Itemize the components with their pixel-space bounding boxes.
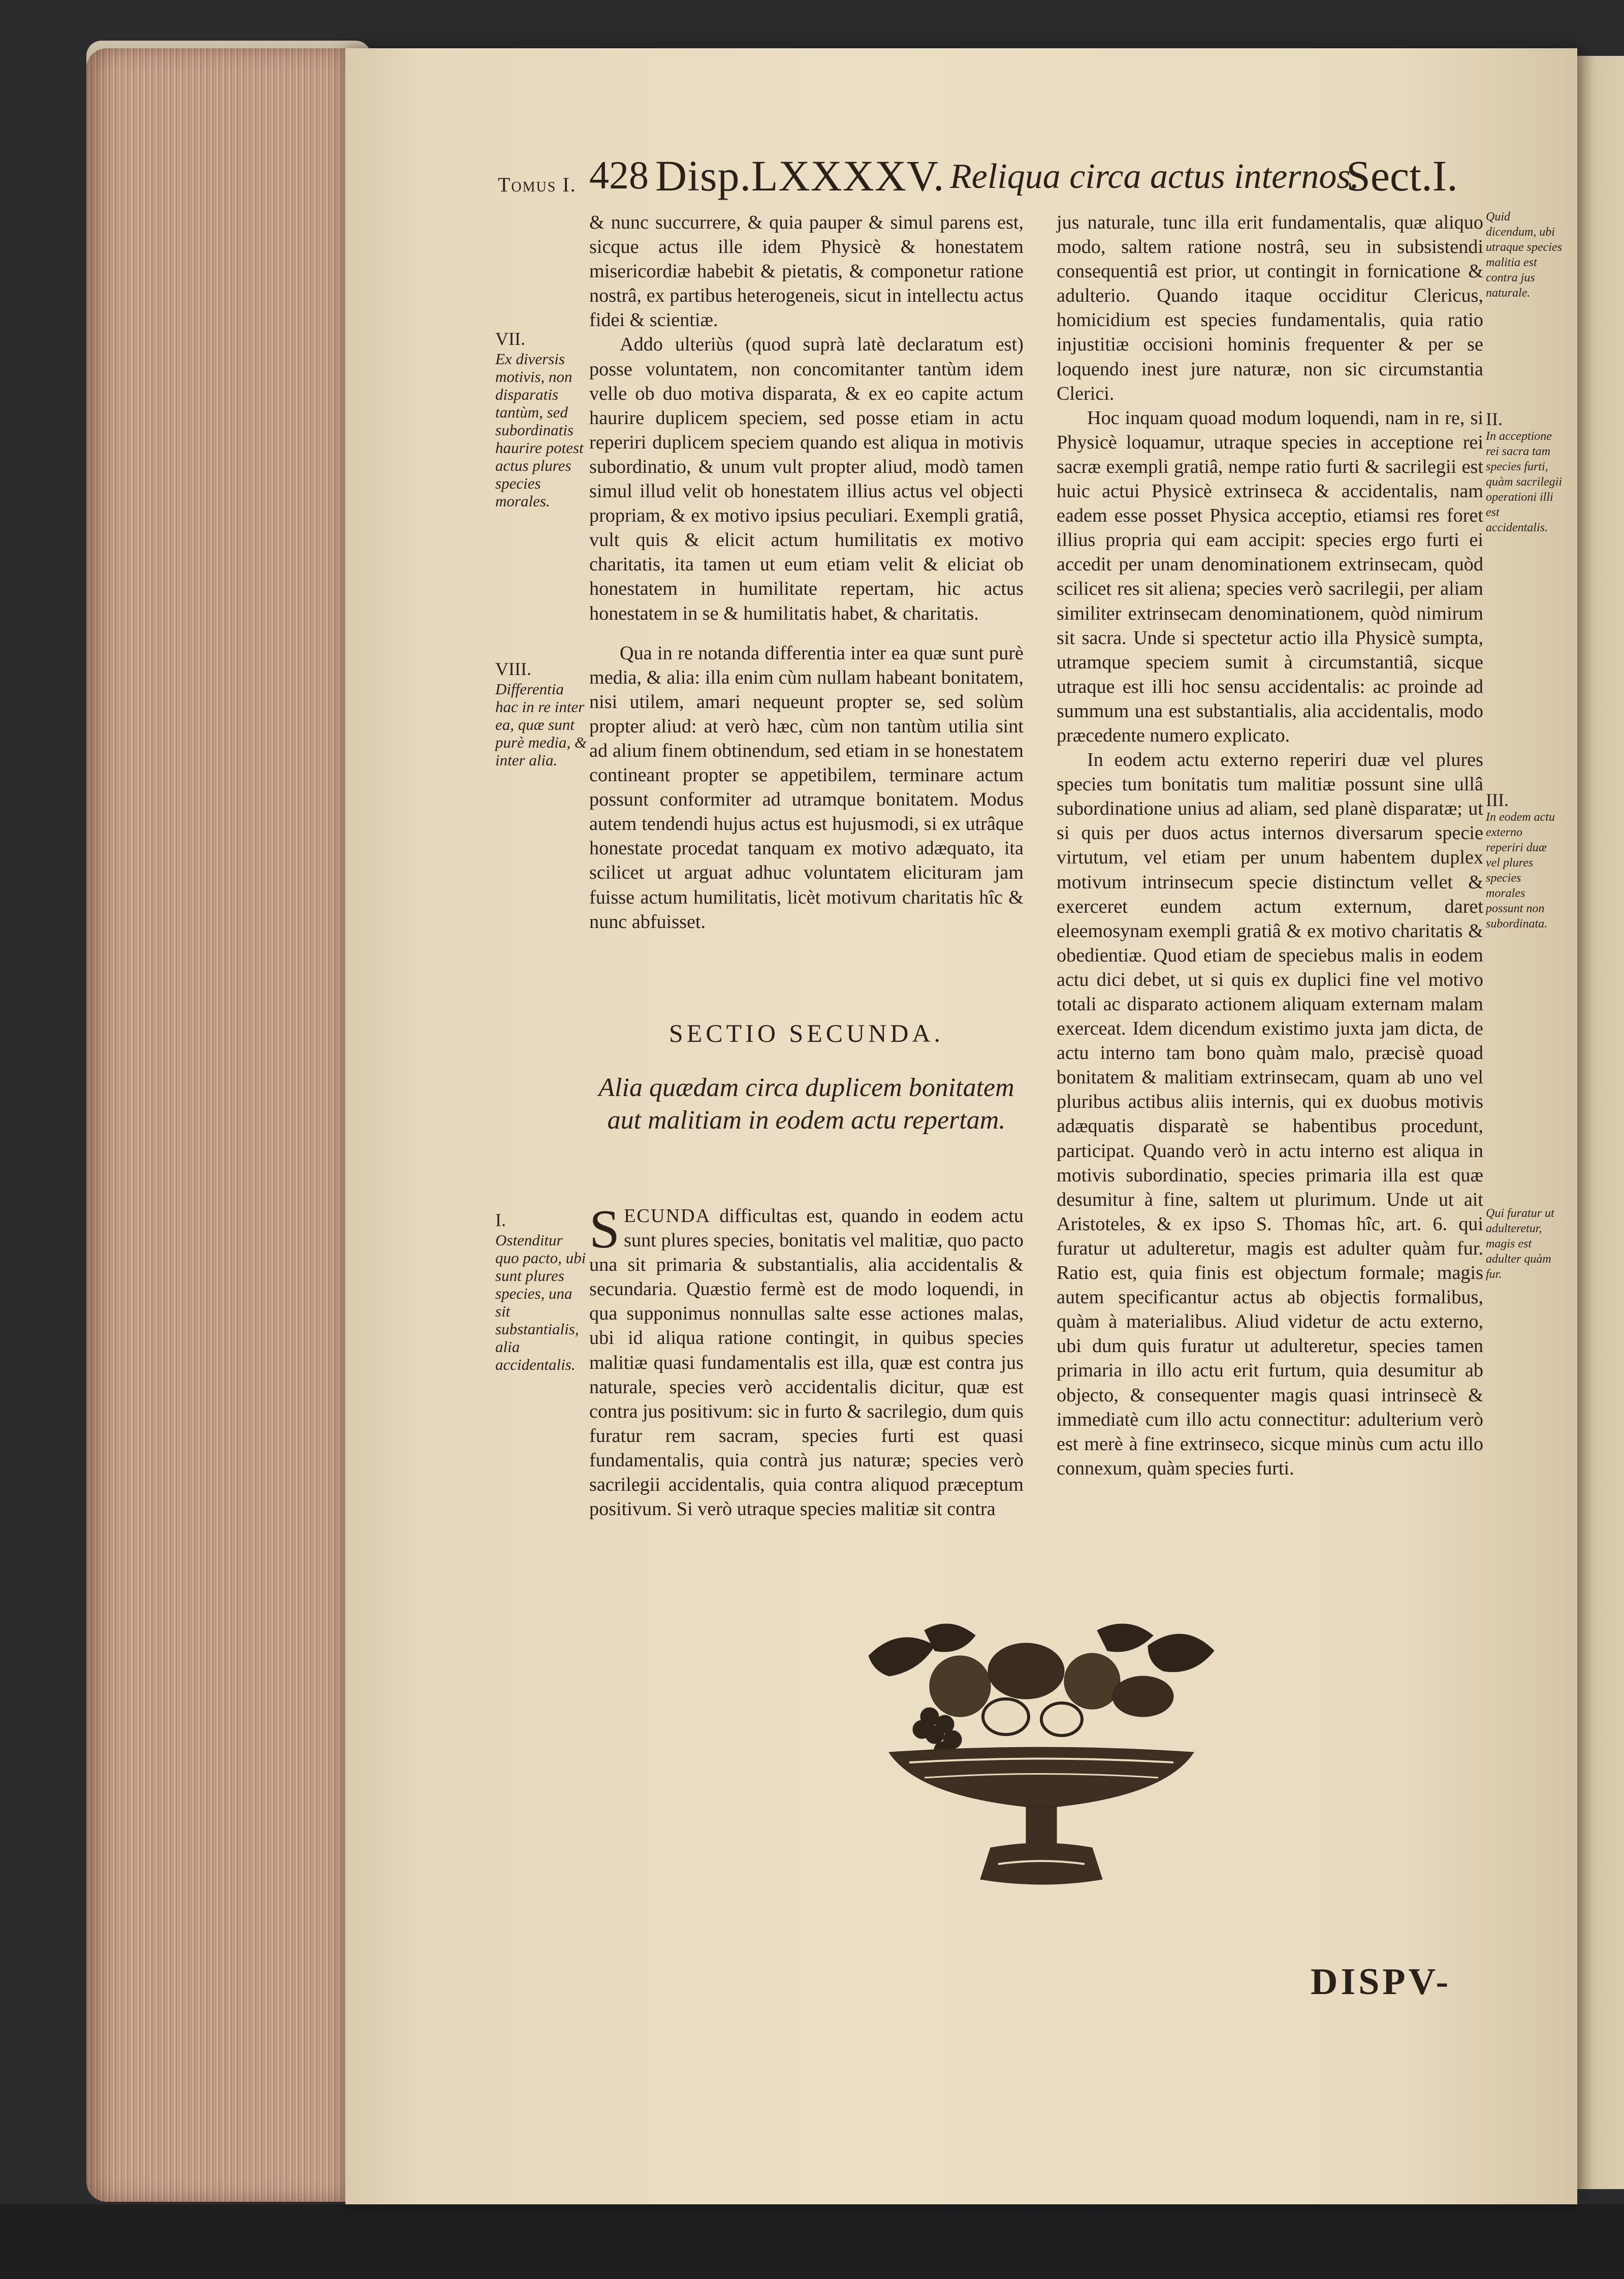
margin-note-number: II. bbox=[1486, 409, 1503, 429]
margin-note-text: In acceptione rei sacra tam species furti, quàm sacrilegii operationi illi est accidentalis. bbox=[1486, 430, 1562, 534]
margin-note-text: In eodem actu externo reperiri duæ vel plures species morales possunt non subordinata. bbox=[1486, 811, 1555, 930]
left-column-bottom bbox=[589, 1199, 1024, 1521]
margin-note bbox=[1486, 1204, 1562, 1282]
margin-note bbox=[495, 330, 587, 510]
scan-background bbox=[0, 2204, 1624, 2279]
margin-note-text: Ostenditur quo pacto, ubi sunt plures species, una sit substantialis, alia accidentalis. bbox=[495, 1231, 586, 1373]
paragraph: In eodem actu externo reperiri duæ vel plures species tum bonitatis tum malitiæ possunt sine ullâ subordinatione unius ad aliam, sed planè disparatæ; ut si quis per duos actus internos diversarum specie virtutum, vel etiam per unum habentem duplex motivum intrinsecum specie distinctum vellet & exerceret eundem actum externum, daret eleemosynam exempli gratiâ & ex motivo charitatis & obedientiæ. Quod etiam de speciebus malis in eodem actu dici debet, ut si quis ex duplici fine vel motivo totali ac disparato actionem aliquam externam malam exerceat. Idem dicendum existimo juxta jam dicta, de actu interno tam bono quàm malo, præcisè quoad bonitatem & malitiam extrinsecam, quam ab uno vel pluribus actibus aliis internis, qui ex duobus motivis adæquatis disparatè se habentibus procedunt, participat. Quando verò in actu interno est aliqua in motivis subordinatio, species primaria illa est quæ desumitur à fine, saltem ut plurimum. Unde ut ait Aristoteles, & ex ipso S. Thomas hîc, art. 6. qui furatur ut adulteretur, magis est adulter quàm fur. Ratio est, quia finis est objectum formale; magis autem specificantur actus ab objectis formalibus, quàm à materialibus. Aliud videtur de actu externo, ubi dum quis furatur ut adulteretur, species tamen primaria in illo actu erit furtum, quia desumitur ab objecto, & consequenter magis quasi intrinsecè & immediatè cum illo actu connectitur: adulterium verò est merè à fine extrinseco, sicque minùs cum actu illo connexum, quàm species furti. bbox=[1057, 749, 1483, 1479]
margin-note-number: I. bbox=[495, 1210, 506, 1230]
catchword: DISPV- bbox=[1311, 1961, 1452, 2003]
running-title: Reliqua circa actus internos. bbox=[950, 157, 1360, 196]
section-label: Sect.I. bbox=[1346, 151, 1458, 200]
paragraph: Qua in re notanda differentia inter ea quæ sunt purè media, & alia: illa enim cùm nullam habeant bonitatem, nisi utilem, amari nequeunt propter se, sed solùm propter aliud: at verò hæc, cùm non tantùm utilia sint ad alium finem obtinendum, sed etiam in se honestatem contineant propter se appetibilem, terminare actum possunt conformiter ad utramque bonitatem. Modus autem tendendi hujus actus est hujusmodi, si ex utrâque honestate procedat tanquam ex motivo adæquato, ita scilicet ut arguat adhuc voluntatem elicituram jam fuisse actum humilitatis, licèt motivum charitatis hîc & nunc abfuisset. bbox=[589, 642, 1024, 933]
margin-note-text: Qui furatur ut adulteretur, magis est adulter quàm fur. bbox=[1486, 1207, 1554, 1281]
margin-note-number: III. bbox=[1486, 790, 1509, 810]
drop-cap: S bbox=[589, 1199, 620, 1260]
paragraph: jus naturale, tunc illa erit fundamentalis, quæ aliquo modo, saltem ratione nostrâ, seu in subsistendi consequentiâ est prior, ut contingit in fornicatione & adulterio. Quando itaque occiditur Clericus, homicidium est species fundamentalis, quia ratio injustitiæ occisioni hominis frequenter & per se loquendo inest jure naturæ, non sic circumstantia Clerici. bbox=[1057, 212, 1483, 404]
paragraph-text: difficultas est, quando in eodem actu sunt plures species, bonitatis vel malitiæ, quo pacto una sit primaria & substantialis, alia accidentalis & secundaria. Quæstio fermè est de modo loquendi, in qua supponimus nonnullas salte esse actiones malas, ubi id aliqua ratione contingit, in quibus species malitiæ quasi fundamentalis est illa, quæ est contra jus naturale, species verò accidentalis dicitur, quæ est contra jus positivum: sic in furto & sacrilegio, dum quis furatur rem sacram, species furti est quasi fundamentalis, quia contrà jus naturæ; species verò sacrilegii accidentalis, quia contra aliquod præceptum positivum. Si verò utraque species malitiæ sit contra bbox=[589, 1205, 1024, 1520]
margin-note bbox=[1486, 207, 1562, 301]
first-word: ECUNDA bbox=[624, 1205, 711, 1227]
paragraph: & nunc succurrere, & quia pauper & simul parens est, sicque actus ille idem Physicè & honestatem misericordiæ habebit & pietatis, & componetur ratione nostrâ, ex partibus heterogeneis, sicut in intellectu actus fidei & scientiæ. bbox=[589, 212, 1024, 331]
facing-page-edge bbox=[1575, 56, 1624, 2189]
volume-label: Tomus I. bbox=[498, 173, 577, 196]
right-column bbox=[1057, 210, 1483, 1481]
margin-note bbox=[495, 1211, 587, 1373]
paragraph: Hoc inquam quoad modum loquendi, nam in re, si Physicè loquamur, utraque species in acceptione rei sacræ exempli gratiâ, nempe ratio furti & sacrilegii est huic actui Physicè extrinseca & accidentalis, nam eadem esse posset Physica acceptio, etiamsi res foret illius propria qui eam accipit: species ergo furti ei accedit per unam denominationem extrinsecam, quòd scilicet res sit aliena; species verò sacrilegii, per aliam similiter extrinsecam denominationem, quòd nimirum sit sacra. Unde si spectetur actio illa Physicè sumpta, utramque speciem sumit à circumstantiâ, sicque utraque est illi hoc sensu accidentalis: ac proinde ad summum una est substantialis, alia accidentalis, modo præcedente numero explicato. bbox=[1057, 407, 1483, 746]
page-edges bbox=[86, 48, 356, 2202]
fruit-basket-woodcut-icon bbox=[858, 1615, 1224, 1900]
paragraph bbox=[589, 1199, 1024, 1521]
margin-note bbox=[1486, 792, 1562, 932]
paragraph: Addo ulteriùs (quod suprà latè declaratum est) posse voluntatem, non concomitanter tantùm idem velle ob duo motiva disparata, & ex eo capite actum haurire duplicem speciem, sed posse etiam in actu reperiri duplicem speciem quando est aliqua in motivis subordinatio, & unum vult propter aliud, modò tamen simul illud velit ob honestatem illius actus vel objecti propriam, & ex motivo ipsius peculiari. Exempli gratiâ, vult quis & elicit actum humilitatis ex motivo charitatis, ita tamen ut eum etiam velit & eliciat ob honestatem in humilitate repertam, hic actus honestatem in se & humilitatis habet, & charitatis. bbox=[589, 334, 1024, 624]
margin-note-number: VII. bbox=[495, 329, 525, 349]
margin-note-number: VIII. bbox=[495, 659, 531, 679]
margin-note-text: Differentia hac in re inter ea, quæ sunt purè media, & inter alia. bbox=[495, 680, 587, 769]
section-heading: SECTIO SECUNDA. bbox=[668, 1019, 944, 1047]
margin-note bbox=[495, 660, 587, 769]
left-column-top bbox=[589, 210, 1024, 934]
section-subtitle: Alia quædam circa duplicem bonitatem aut malitiam in eodem actu repertam. bbox=[598, 1073, 1014, 1135]
page-number: 428 bbox=[589, 153, 649, 197]
margin-note-text: Quid dicendum, ubi utraque species malitia est contra jus naturale. bbox=[1486, 210, 1562, 300]
disputation-number: Disp.LXXXXV. bbox=[655, 151, 945, 200]
margin-note-text: Ex diversis motivis, non disparatis tantùm, sed subordinatis haurire potest actus plures species morales. bbox=[495, 350, 584, 510]
margin-note bbox=[1486, 411, 1562, 535]
